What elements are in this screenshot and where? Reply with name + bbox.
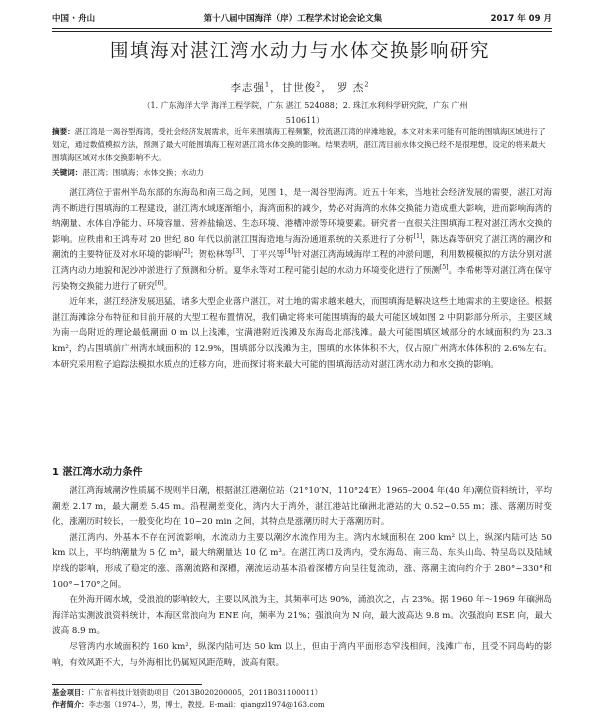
text-run: 。 [163,281,173,292]
affiliation-line: 510611） [285,116,325,125]
author-name: ， 罗 杰 [321,82,365,94]
paper-title: 围填海对湛江湾水动力与水体交换影响研究 [109,41,490,62]
paragraph: 湛江湾海域潮汐性质属不规则半日潮，根据湛江港潮位站（21°10′N，110°24′E）1965–2004 年(40 年)潮位资料统计，平均潮差 2.17 m，最大潮差 5.45 m。沿程潮差变化，湾内大于湾外，湛江港站比硇洲北港站的大 0.52~0.55 m；涨、落潮历时变化，涨潮历时较长，一般变化均在 10~20 min 之间，其特点是涨潮历时大于落潮历时。 [52,486,552,528]
abstract-text: 湛江湾是一渴谷型海湾，受社会经济发展需求，近年来围填海工程频繁，较流湛江湾的岸滩地貌，本文对未来可能有可能的围填海区域进行了划定，通过数值模拟方法，预测了最大可能围填海工程对湛江湾水体交换的影响。结果表明，湛江湾目前水体交换已经不是很理想，设定的将来最大围填海区域对水体交换影响不大。 [52,127,546,162]
abstract-label: 摘要： [52,127,75,136]
header-date: 2017 年 09 月 [490,14,552,24]
header-proceedings: 第十八届中国海洋（岸）工程学术讨论会论文集 [203,14,383,24]
text-run: 。李希彬等对湛江湾在保守污染物交换能力进行了研究 [52,265,552,292]
author-bio-label: 作者简介： [52,700,89,709]
paragraph: 近年来，湛江经济发展迅猛，诸多大型企业落户湛江，对土地的需求越来越大，而围填海是解决这些土地需求的主要途径。根据湛江海滩涂分布特征和目前开展的大型工程布置情况，我们确定将来可能围填海的最大可能区域如图 2 中阴影部分所示，主要区域为南一岛附近的理论最低潮面 0 m 以上浅滩，宝满港附近浅滩及东海岛北部浅滩。最大可能围填区域部分的水域面积约为 23.3 km²，约占围填前广州湾水域面积的 12.9%，围填部分以浅滩为主，围填的水体体积不大，仅占原广州湾水体体积的 2.6%左右。本研究采用粒子追踪法模拟水质点的迁移方向，进而探讨将来最大可能的围填海活动对湛江湾水动力和水交换的影响。 [52,297,552,370]
keywords [52,166,552,179]
abstract [52,125,552,164]
text-run: ；贺松林等 [189,250,234,261]
citation: [3] [233,248,242,256]
funding-text: 广东省科技计划资助项目（2013B020200005，2011B031100011） [88,688,323,697]
citation: [4] [284,248,294,256]
author-affil-mark: 1 [264,80,271,89]
author-bio-text: 李志强（1974–），男，博士，教授。E-mail：qiangzl1974@163.com [88,700,325,709]
funding-note [52,687,552,699]
paragraph: 尽管湾内水域面积约 160 km²，纵深内陆可达 50 km 以上，但由于湾内平面形态窄浅相间，浅滩广布，且受不同岛屿的影响，有效风距不大，与外海相比仍属短风距范畴，波高有限。 [52,641,552,668]
text-run: 、丁平兴等 [241,250,285,261]
header-rule [52,28,552,29]
paragraph [52,186,552,295]
author-name: 李志强 [230,82,265,94]
citation: [1] [413,232,423,240]
affiliation-line: （1. 广东海洋大学 海洋工程学院，广东 湛江 524088；2. 珠江水利科学研究院，广东 广州 [142,101,468,110]
text-run: 湛江湾位于雷州半岛东部的东海岛和南三岛之间，见图 1，是一渴谷型海湾。近五十年来，当地社会经济发展的需要，湛江对海湾不断进行围填海的工程建设，湛江湾水域逐渐缩小，海湾面积的减少，势必对海湾的水体交换能力造成重大影响，进而影响海湾的纳潮量、水体自净能力、环境容量、营养盐输送、生态环境、港槽冲淤等环境要素。研究者一直很关注围填海工程对湛江湾水交换的影响。应秩甫和王鸿寿对 20 世纪 80 年代以前湛江围海造地与海汾通道系统的关系进行了分析 [52,188,552,245]
paragraph: 湛江湾内、外基本不存在河流影响，水流动力主要以潮汐水流作用为主。湾内水域面积在 200 km² 以上，纵深内陆可达 50 km 以上，平均纳潮量为 5 亿 m³，最大纳潮量达 10 亿 m³。在湛江湾口及湾内，受东海岛、南三岛、东头山岛、特呈岛以及陆域岸线的影响，形成了稳定的涨、落潮流路和深槽，潮流运动基本沿着深槽方向呈往复流动，涨、落潮主流向约介于 280°~330°和 100°~170°之间。 [52,532,552,590]
header-rule-thin [52,31,552,32]
footnotes [52,687,552,711]
running-header [52,11,552,25]
header-location: 中国 · 舟山 [52,14,96,24]
citation: [2] [181,248,190,256]
text-run: 针对湛江湾海域海岸工程的冲淤问题，利用数模模拟的方法分别对湛江湾内动力地貌和泥沙冲淤进行了预测和分析。夏华永等对工程可能引起的水动力环境变化进行了预测 [52,250,552,276]
funding-label: 基金项目： [52,688,89,697]
keywords-text: 湛江湾；围填海；水体交换；水动力 [82,168,204,177]
text-run: ，陈达森等研究了湛江湾的潮汐和潮流的主要特征及对水环境的影响 [52,234,552,261]
citation: [6] [155,279,164,287]
author-bio-note [52,699,552,711]
citation: [5] [440,264,449,272]
author-name: ，甘世俊 [270,82,317,94]
paragraph: 在外海开阔水域，受浪浪的影响较大，主要以风浪为主，其频率可达 90%，涌浪次之，占 23%。据 1960 年～1969 年硇洲岛海洋站实测波浪资料统计，本海区常浪向为 ENE 向，频率为 21%；强浪向为 N 向，最大波高达 9.8 m。次强浪向 ESE 向，最大波高 8.9 m。 [52,595,552,637]
keywords-label: 关键词： [52,168,83,177]
affiliations [100,98,510,128]
section-heading: 1 湛江湾水动力条件 [52,467,143,478]
author-list [0,80,600,95]
introduction [52,186,552,373]
author-affil-mark: 2 [316,80,322,89]
section-1-body [52,484,552,671]
author-affil-mark: 2 [364,80,370,89]
footnote-rule [52,684,202,685]
